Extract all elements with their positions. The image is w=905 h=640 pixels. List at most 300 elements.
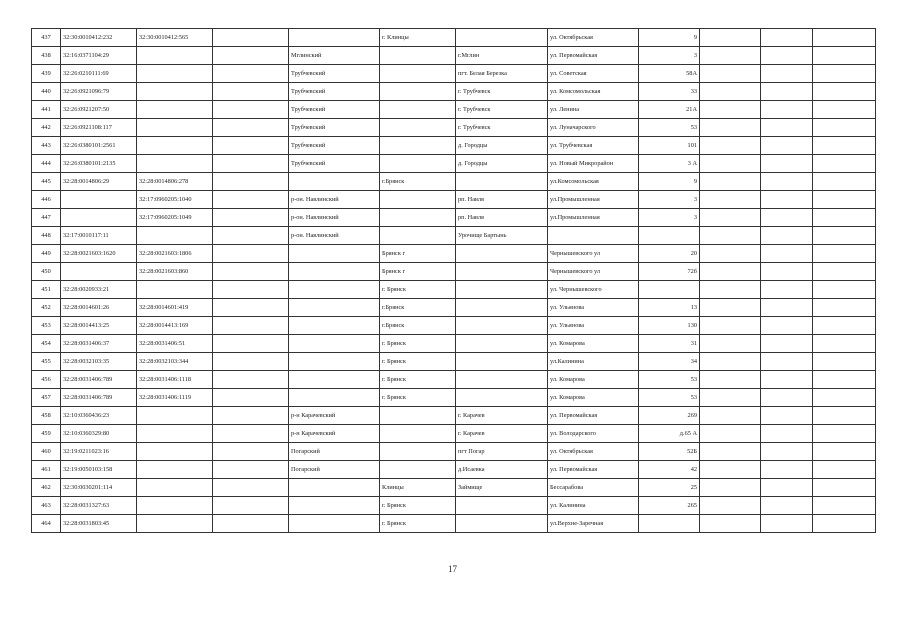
table-cell <box>700 119 761 137</box>
table-cell <box>380 443 456 461</box>
table-cell: 13 <box>639 299 700 317</box>
table-cell: 42 <box>639 461 700 479</box>
table-cell <box>213 119 289 137</box>
table-cell: 265 <box>639 497 700 515</box>
table-cell <box>813 479 876 497</box>
register-table-body <box>32 29 876 533</box>
table-cell: Брянск г <box>380 263 456 281</box>
table-cell: 52Б <box>639 443 700 461</box>
table-cell <box>137 425 213 443</box>
table-cell: 3 <box>639 191 700 209</box>
table-row <box>32 353 876 371</box>
table-cell: Брянск г <box>380 245 456 263</box>
table-row <box>32 515 876 533</box>
table-cell: 53 <box>639 389 700 407</box>
table-cell <box>213 515 289 533</box>
table-cell: 440 <box>32 83 61 101</box>
table-cell <box>761 47 813 65</box>
table-cell: 58А <box>639 65 700 83</box>
table-cell: 32:28:0031406:37 <box>61 335 137 353</box>
table-cell <box>813 65 876 83</box>
table-cell: 439 <box>32 65 61 83</box>
table-cell: 32:10:0360329:80 <box>61 425 137 443</box>
table-cell <box>213 83 289 101</box>
table-cell: 31 <box>639 335 700 353</box>
table-cell: 32:28:0031327:63 <box>61 497 137 515</box>
table-cell <box>700 137 761 155</box>
table-cell: 32:26:0380101:2135 <box>61 155 137 173</box>
table-cell: 450 <box>32 263 61 281</box>
table-cell: 32:19:0050103:158 <box>61 461 137 479</box>
table-cell: 32:26:0921207:50 <box>61 101 137 119</box>
table-cell <box>761 173 813 191</box>
table-cell <box>289 389 380 407</box>
table-cell: 32:28:0014601:26 <box>61 299 137 317</box>
table-cell: ул. Луначарского <box>548 119 639 137</box>
table-cell <box>213 155 289 173</box>
table-cell <box>700 407 761 425</box>
table-cell <box>213 497 289 515</box>
table-cell: 32:17:0960205:1049 <box>137 209 213 227</box>
table-cell <box>761 389 813 407</box>
table-cell <box>61 191 137 209</box>
table-cell <box>213 281 289 299</box>
table-cell <box>761 425 813 443</box>
table-cell: ул.Промышленная <box>548 191 639 209</box>
table-cell <box>456 497 548 515</box>
table-row <box>32 389 876 407</box>
table-cell: ул.Комсомольская <box>548 173 639 191</box>
table-cell <box>761 443 813 461</box>
table-cell <box>761 461 813 479</box>
table-row <box>32 137 876 155</box>
table-cell <box>213 191 289 209</box>
table-cell <box>289 479 380 497</box>
table-cell: Трубчевский <box>289 155 380 173</box>
table-cell: 130 <box>639 317 700 335</box>
table-cell <box>761 155 813 173</box>
table-cell <box>813 407 876 425</box>
table-cell: 448 <box>32 227 61 245</box>
table-cell: 32:28:0021603:1620 <box>61 245 137 263</box>
table-cell: 32:28:0031406:51 <box>137 335 213 353</box>
table-cell: 449 <box>32 245 61 263</box>
table-cell: 53 <box>639 119 700 137</box>
table-cell: ул. Советская <box>548 65 639 83</box>
table-cell: 9 <box>639 173 700 191</box>
table-cell: 458 <box>32 407 61 425</box>
table-cell <box>213 29 289 47</box>
table-cell <box>813 497 876 515</box>
table-cell <box>700 209 761 227</box>
table-cell <box>761 65 813 83</box>
table-cell: 463 <box>32 497 61 515</box>
table-cell <box>813 119 876 137</box>
table-cell <box>213 335 289 353</box>
table-cell: г. Брянск <box>380 389 456 407</box>
table-cell <box>761 209 813 227</box>
table-row <box>32 227 876 245</box>
table-cell: ул.Калинина <box>548 353 639 371</box>
table-cell: Погарский <box>289 461 380 479</box>
table-cell: ул. Комарова <box>548 389 639 407</box>
table-cell <box>380 155 456 173</box>
table-row <box>32 263 876 281</box>
table-cell: г. Брянск <box>380 335 456 353</box>
table-cell <box>289 281 380 299</box>
table-cell <box>700 515 761 533</box>
table-cell: Клинцы <box>380 479 456 497</box>
table-cell <box>137 101 213 119</box>
register-table <box>31 28 876 533</box>
table-row <box>32 65 876 83</box>
table-cell <box>813 353 876 371</box>
table-row <box>32 317 876 335</box>
table-cell <box>289 299 380 317</box>
table-cell: ул. Трубчевская <box>548 137 639 155</box>
table-cell <box>761 353 813 371</box>
table-cell: 32:28:0031406:789 <box>61 371 137 389</box>
table-cell <box>456 371 548 389</box>
table-cell <box>813 137 876 155</box>
table-cell <box>639 515 700 533</box>
table-cell <box>137 47 213 65</box>
table-cell: 101 <box>639 137 700 155</box>
table-cell: 32:28:0031803:45 <box>61 515 137 533</box>
table-cell <box>213 317 289 335</box>
table-cell <box>380 461 456 479</box>
table-cell <box>813 389 876 407</box>
table-cell <box>813 209 876 227</box>
table-cell <box>380 119 456 137</box>
table-cell: Погарский <box>289 443 380 461</box>
table-cell <box>813 29 876 47</box>
table-cell <box>813 173 876 191</box>
page-number: 17 <box>448 564 457 574</box>
table-cell <box>456 245 548 263</box>
table-cell: Трубчевский <box>289 83 380 101</box>
table-cell <box>456 317 548 335</box>
table-cell <box>213 299 289 317</box>
table-cell <box>700 263 761 281</box>
table-row <box>32 155 876 173</box>
table-cell <box>213 371 289 389</box>
table-cell <box>289 497 380 515</box>
table-cell <box>700 497 761 515</box>
table-cell: пгт Погар <box>456 443 548 461</box>
table-cell <box>548 227 639 245</box>
table-cell: 32:28:0014806:278 <box>137 173 213 191</box>
table-cell: г. Клинцы <box>380 29 456 47</box>
table-cell <box>700 299 761 317</box>
table-cell <box>761 119 813 137</box>
table-cell: 32:28:0032103:35 <box>61 353 137 371</box>
table-cell: д. Городцы <box>456 137 548 155</box>
table-row <box>32 281 876 299</box>
table-cell: г. Брянск <box>380 353 456 371</box>
table-cell <box>700 155 761 173</box>
table-cell: г. Брянск <box>380 281 456 299</box>
table-cell <box>813 515 876 533</box>
table-cell <box>639 227 700 245</box>
table-cell <box>213 263 289 281</box>
table-cell: р-н Карачевский <box>289 407 380 425</box>
table-row <box>32 497 876 515</box>
table-cell: г. Брянск <box>380 371 456 389</box>
table-cell <box>700 317 761 335</box>
table-cell: 32:30:0030201:114 <box>61 479 137 497</box>
table-cell: 25 <box>639 479 700 497</box>
table-cell <box>761 335 813 353</box>
table-cell <box>213 137 289 155</box>
table-cell <box>213 227 289 245</box>
table-cell: р-он. Навлинский <box>289 209 380 227</box>
table-cell <box>289 515 380 533</box>
table-cell <box>213 425 289 443</box>
table-cell <box>700 47 761 65</box>
table-cell <box>761 137 813 155</box>
table-cell: г. Карачев <box>456 425 548 443</box>
table-cell <box>289 371 380 389</box>
table-cell <box>380 65 456 83</box>
table-cell <box>700 191 761 209</box>
table-cell <box>761 245 813 263</box>
table-cell: Урочище Бартынь <box>456 227 548 245</box>
table-cell <box>289 335 380 353</box>
table-cell <box>380 47 456 65</box>
table-cell <box>761 299 813 317</box>
table-cell <box>761 83 813 101</box>
table-cell: г. Карачев <box>456 407 548 425</box>
table-cell: 53 <box>639 371 700 389</box>
table-cell <box>813 155 876 173</box>
table-cell: рп. Навля <box>456 209 548 227</box>
table-cell <box>137 137 213 155</box>
table-cell: 32:28:0032103:344 <box>137 353 213 371</box>
table-cell <box>700 83 761 101</box>
table-cell: 32:28:0014413:169 <box>137 317 213 335</box>
table-cell <box>813 191 876 209</box>
table-cell <box>700 173 761 191</box>
table-cell: 437 <box>32 29 61 47</box>
table-cell <box>380 101 456 119</box>
table-cell <box>813 335 876 353</box>
table-cell <box>213 173 289 191</box>
table-cell <box>456 281 548 299</box>
table-cell: ул. Ленина <box>548 101 639 119</box>
table-cell: Трубчевский <box>289 101 380 119</box>
table-cell <box>761 479 813 497</box>
table-cell <box>700 65 761 83</box>
table-cell <box>137 65 213 83</box>
table-cell <box>813 281 876 299</box>
table-cell <box>761 317 813 335</box>
table-cell: Чернышевского ул <box>548 245 639 263</box>
table-cell: Бессарабова <box>548 479 639 497</box>
table-cell: д. Городцы <box>456 155 548 173</box>
table-cell: 453 <box>32 317 61 335</box>
table-row <box>32 209 876 227</box>
table-cell <box>700 245 761 263</box>
table-row <box>32 461 876 479</box>
table-cell <box>813 317 876 335</box>
table-cell <box>137 479 213 497</box>
table-cell: ул. Октябрьская <box>548 443 639 461</box>
table-cell <box>813 299 876 317</box>
table-cell <box>700 335 761 353</box>
table-row <box>32 479 876 497</box>
table-cell <box>456 299 548 317</box>
table-cell: г. Трубчевск <box>456 101 548 119</box>
table-cell <box>700 479 761 497</box>
table-cell: г. Брянск <box>380 515 456 533</box>
table-cell: 460 <box>32 443 61 461</box>
table-row <box>32 83 876 101</box>
table-cell: 32:26:0921096:79 <box>61 83 137 101</box>
table-cell: ул.Промышленная <box>548 209 639 227</box>
table-cell <box>700 461 761 479</box>
table-cell: 452 <box>32 299 61 317</box>
table-cell <box>289 353 380 371</box>
table-cell <box>761 407 813 425</box>
table-cell: 32:30:0010412:565 <box>137 29 213 47</box>
table-cell: 32:19:0211023:16 <box>61 443 137 461</box>
table-cell <box>761 371 813 389</box>
table-cell <box>289 173 380 191</box>
table-row <box>32 335 876 353</box>
table-cell <box>456 515 548 533</box>
table-cell: ул. Ульянова <box>548 317 639 335</box>
table-cell <box>213 443 289 461</box>
table-cell: ул. Новый Микрорайон <box>548 155 639 173</box>
table-cell: 33 <box>639 83 700 101</box>
table-cell <box>137 155 213 173</box>
table-cell <box>380 137 456 155</box>
table-cell <box>813 227 876 245</box>
table-cell <box>456 353 548 371</box>
table-cell <box>761 227 813 245</box>
table-cell <box>137 119 213 137</box>
table-row <box>32 47 876 65</box>
table-row <box>32 371 876 389</box>
table-cell: рп. Навля <box>456 191 548 209</box>
table-cell: 456 <box>32 371 61 389</box>
table-row <box>32 425 876 443</box>
table-cell: 32:28:0021603:860 <box>137 263 213 281</box>
table-cell: 3 <box>639 47 700 65</box>
table-cell: ул. Первомайская <box>548 407 639 425</box>
table-row <box>32 29 876 47</box>
table-cell <box>213 479 289 497</box>
table-cell <box>813 263 876 281</box>
table-cell: ул. Первомайская <box>548 47 639 65</box>
table-cell <box>813 461 876 479</box>
table-row <box>32 443 876 461</box>
table-cell: 442 <box>32 119 61 137</box>
table-cell <box>213 101 289 119</box>
table-cell <box>61 263 137 281</box>
table-cell: 72б <box>639 263 700 281</box>
table-cell: 32:17:0010117:11 <box>61 227 137 245</box>
table-cell <box>700 353 761 371</box>
table-cell <box>700 281 761 299</box>
table-cell <box>456 263 548 281</box>
table-row <box>32 101 876 119</box>
table-cell <box>813 425 876 443</box>
table-cell: 461 <box>32 461 61 479</box>
table-cell: 443 <box>32 137 61 155</box>
table-cell: 32:28:0031406:789 <box>61 389 137 407</box>
table-cell: 455 <box>32 353 61 371</box>
table-cell <box>700 371 761 389</box>
table-cell <box>213 65 289 83</box>
table-cell <box>289 317 380 335</box>
table-cell <box>137 461 213 479</box>
table-cell: 459 <box>32 425 61 443</box>
table-cell: 32:26:0921108:117 <box>61 119 137 137</box>
table-cell: г. Трубчевск <box>456 83 548 101</box>
table-row <box>32 245 876 263</box>
table-cell <box>700 389 761 407</box>
table-cell: ул. Октябрьская <box>548 29 639 47</box>
table-cell: 32:26:0210111:69 <box>61 65 137 83</box>
table-cell: 447 <box>32 209 61 227</box>
table-row <box>32 299 876 317</box>
table-cell <box>61 209 137 227</box>
table-cell <box>639 281 700 299</box>
table-cell: 32:28:0014806:29 <box>61 173 137 191</box>
table-row <box>32 191 876 209</box>
table-cell <box>137 227 213 245</box>
table-cell: 32:26:0380101:2561 <box>61 137 137 155</box>
table-cell <box>380 227 456 245</box>
table-cell <box>456 173 548 191</box>
table-cell: ул. Чернышевского <box>548 281 639 299</box>
table-cell: 21А <box>639 101 700 119</box>
table-cell <box>380 209 456 227</box>
table-cell: 34 <box>639 353 700 371</box>
table-cell: 451 <box>32 281 61 299</box>
table-cell: г.Брянск <box>380 299 456 317</box>
table-cell <box>761 515 813 533</box>
table-cell: 9 <box>639 29 700 47</box>
table-cell <box>813 83 876 101</box>
table-row <box>32 173 876 191</box>
table-cell: Трубчевский <box>289 65 380 83</box>
table-cell <box>761 101 813 119</box>
table-cell <box>456 389 548 407</box>
table-row <box>32 119 876 137</box>
table-cell <box>289 29 380 47</box>
table-cell <box>213 407 289 425</box>
table-cell <box>380 407 456 425</box>
table-cell: 441 <box>32 101 61 119</box>
table-cell: г.Мглин <box>456 47 548 65</box>
table-cell: 444 <box>32 155 61 173</box>
table-row <box>32 407 876 425</box>
table-cell <box>700 227 761 245</box>
table-cell <box>456 29 548 47</box>
table-cell <box>137 407 213 425</box>
table-cell: р-он. Навлинский <box>289 227 380 245</box>
table-cell <box>213 353 289 371</box>
table-cell: 462 <box>32 479 61 497</box>
table-cell <box>137 497 213 515</box>
table-cell <box>761 29 813 47</box>
table-cell <box>213 389 289 407</box>
table-cell: 32:30:0010412:232 <box>61 29 137 47</box>
table-cell: ул. Володарского <box>548 425 639 443</box>
